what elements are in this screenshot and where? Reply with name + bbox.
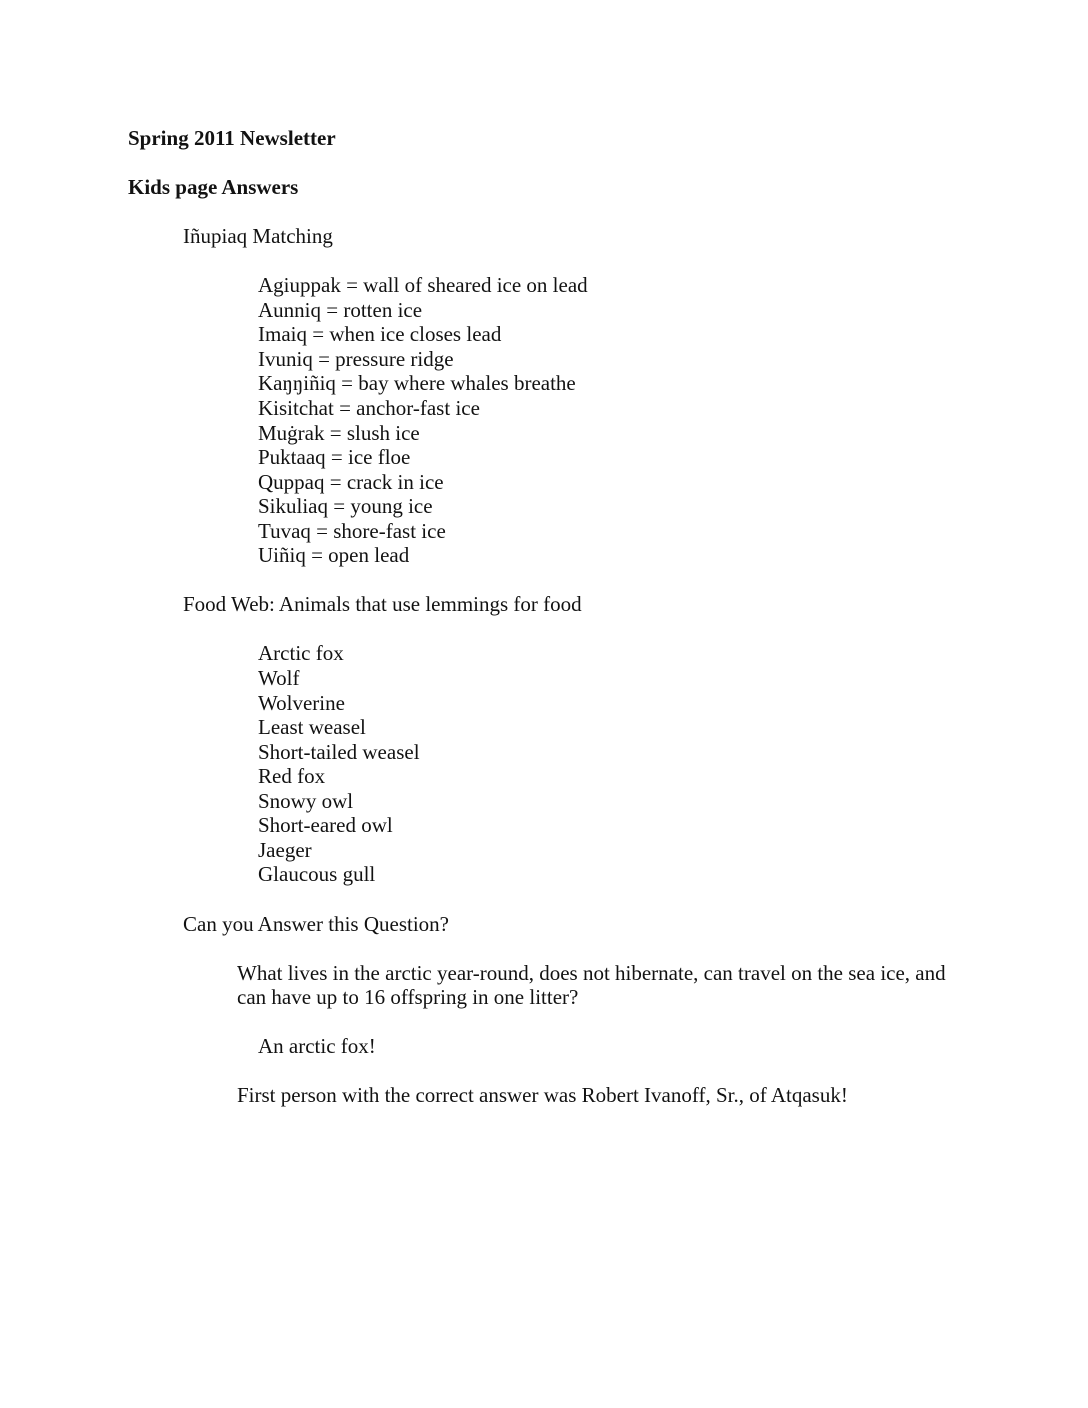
matching-item: Uiñiq = open lead	[258, 543, 410, 568]
food-web-item: Short-eared owl	[258, 813, 393, 838]
food-web-heading: Food Web: Animals that use lemmings for food	[183, 592, 582, 617]
matching-item: Kisitchat = anchor-fast ice	[258, 396, 480, 421]
matching-item: Aunniq = rotten ice	[258, 297, 423, 322]
document-content	[128, 126, 960, 1132]
matching-item: Imaiq = when ice closes lead	[258, 322, 502, 347]
food-web-item: Snowy owl	[258, 788, 354, 813]
question-text: What lives in the arctic year-round, does not hibernate, can travel on the sea ice, and can have up to 16 offspring in one litter?	[237, 960, 946, 1010]
answer-text: An arctic fox!	[258, 1034, 376, 1059]
newsletter-title: Spring 2011 Newsletter	[128, 126, 336, 150]
inupiaq-matching-list	[128, 273, 960, 568]
food-web-item: Wolf	[258, 666, 300, 691]
kids-page-answers-heading: Kids page Answers	[128, 175, 299, 200]
matching-item: Ivuniq = pressure ridge	[258, 346, 454, 371]
food-web-item: Wolverine	[258, 690, 345, 715]
matching-item: Agiuppak = wall of sheared ice on lead	[258, 273, 588, 298]
food-web-list	[128, 641, 960, 886]
food-web-item: Arctic fox	[258, 641, 344, 666]
inupiaq-matching-heading: Iñupiaq Matching	[183, 224, 333, 249]
matching-item: Quppaq = crack in ice	[258, 469, 444, 494]
matching-item: Kaŋŋiñiq = bay where whales breathe	[258, 371, 576, 396]
matching-item: Puktaaq = ice floe	[258, 445, 411, 470]
matching-item: Muġrak = slush ice	[258, 420, 420, 445]
matching-item: Sikuliaq = young ice	[258, 494, 433, 519]
food-web-item: Short-tailed weasel	[258, 739, 420, 764]
winner-text: First person with the correct answer was Robert Ivanoff, Sr., of Atqasuk!	[237, 1083, 848, 1108]
food-web-item: Jaeger	[258, 837, 312, 862]
food-web-item: Red fox	[258, 764, 326, 789]
food-web-item: Glaucous gull	[258, 862, 376, 887]
food-web-item: Least weasel	[258, 715, 366, 740]
matching-item: Tuvaq = shore-fast ice	[258, 518, 446, 543]
question-heading: Can you Answer this Question?	[183, 911, 449, 936]
